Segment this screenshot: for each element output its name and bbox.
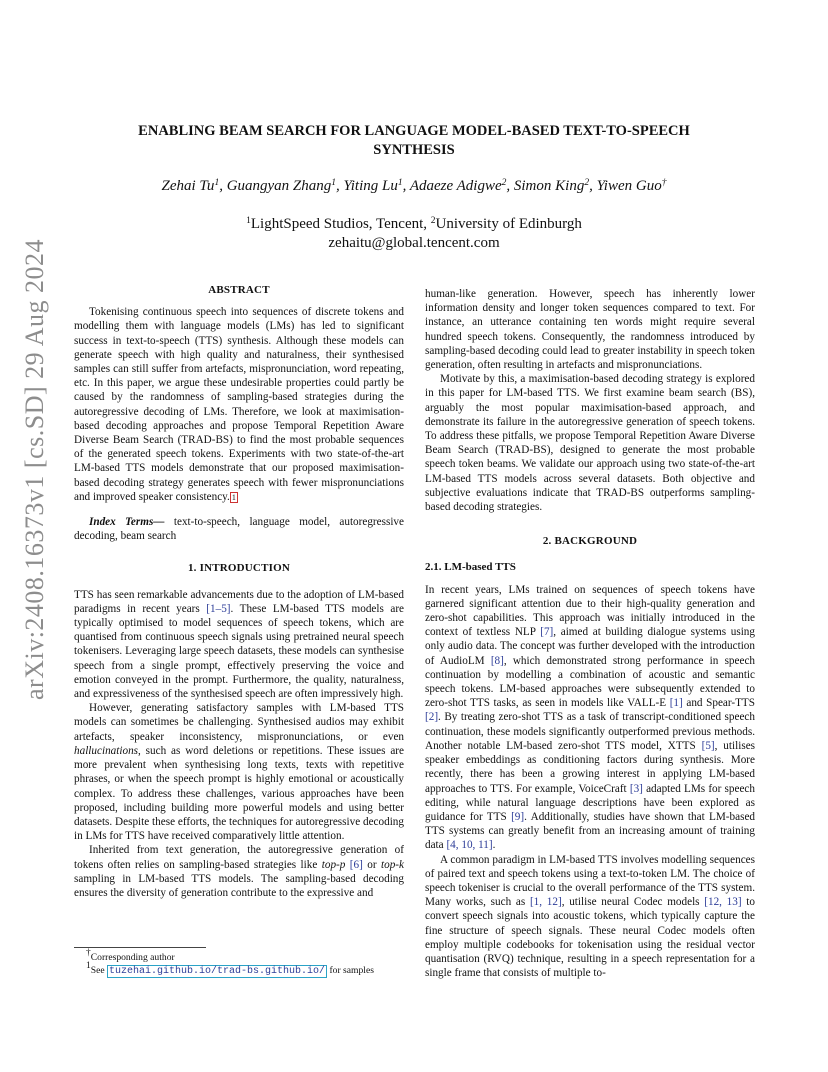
- footnote-mark: †: [86, 948, 91, 958]
- author-name: Simon King: [513, 178, 585, 194]
- affiliation-mark: 1: [397, 178, 403, 188]
- text-run: Inherited from text generation, the autoregressive generation of tokens often relies on sampling-based strategies like: [74, 844, 404, 871]
- affiliation-mark: †: [661, 178, 667, 188]
- footnote-divider: [74, 947, 206, 948]
- affiliation-org: University of Edinburgh: [435, 216, 582, 232]
- samples-link[interactable]: tuzehai.github.io/trad-bs.github.io/: [109, 965, 326, 977]
- right-paragraph-1: human-like generation. However, speech has inherently lower information density and longer token sequences compared to text. For instance, an utterance containing ten words might require several hundred speech tokens. Consequently, the randomness introduced by sampling-based decoding could lead to greater instability in speech token generation, often resulting in artefacts and mispronunciations.: [425, 288, 755, 372]
- background-heading: 2. BACKGROUND: [542, 535, 638, 548]
- affiliation-org: LightSpeed Studios, Tencent,: [250, 216, 431, 232]
- abstract-text: [74, 305, 404, 505]
- text-run: , such as word deletions or repetitions. These issues are more prevalent when synthesising long texts, texts with repetitive phrases, or when the speech prompt is highly emotional or acoustically complex. To address these challenges, various approaches have been proposed, including building more powerful models and using better datasets. Despite these efforts, the techniques for autoregressive decoding in LMs for TTS have received comparatively little attention.: [74, 744, 404, 843]
- text-run: In recent years, LMs trained on sequences of speech tokens have garnered significant attention due to their high-quality generation and zero-shot capabilities. This approach was initially introduced in the context of textless NLP: [425, 583, 755, 639]
- text-run: or: [362, 858, 381, 871]
- affiliation-mark: 1: [331, 178, 337, 188]
- left-column: [74, 283, 404, 900]
- text-run: . Additionally, studies have shown that LM-based TTS systems can greatly benefit from an increasing amount of training data: [425, 810, 755, 852]
- text-run: A common paradigm in LM-based TTS involves modelling sequences of paired text and speech tokens using a text-to-token LM. The choice of speech tokeniser is crucial to the overall performance of the TTS system. Many works, such as: [425, 853, 755, 909]
- text-run: sampling in LM-based TTS models. The sampling-based decoding ensures the diversity of generation contribute to the expressive and: [74, 872, 404, 899]
- contact-email: zehaitu@global.tencent.com: [328, 235, 500, 251]
- text-run: . By treating zero-shot TTS as a task of transcript-conditioned speech continuation, these models significantly outperformed previous methods. Another notable LM-based zero-shot TTS model, XTTS: [425, 711, 755, 752]
- right-paragraph-2: Motivate by this, a maximisation-based decoding strategy is explored in this paper for LM-based TTS. We first examine beam search (BS), arguably the most popular maximisation-based approach, and demonstrate its failure in the autoregressive generation of speech tokens. To address these pitfalls, we propose Temporal Repetition Aware Diverse Beam Search (TRAD-BS), designed to generate the most probable speech token beams. We validate our approach using two state-of-the-art LM-based TTS models across several datasets. Both objective and subjective evaluations indicate that TRAD-BS outperforms sampling-based decoding strategies.: [425, 373, 755, 514]
- abstract-heading: ABSTRACT: [208, 284, 270, 296]
- text-run: adapted LMs for speech editing, while natural language descriptions have been explored as guidance for TTS: [425, 782, 755, 823]
- affiliation-mark: 1: [214, 178, 220, 188]
- text-run: , which demonstrated strong performance in speech continuation by modelling a combination of acoustic and semantic speech tokens. LM-based approaches were subsequently extended to zero-shot TTS tasks, as seen in models like VALL-E: [425, 654, 756, 710]
- citation-link[interactable]: [3]: [629, 782, 643, 795]
- citation-link[interactable]: [5]: [701, 739, 715, 752]
- index-terms: [74, 515, 404, 543]
- footnote-text: See: [90, 964, 108, 976]
- author-list: Zehai Tu$^1$, Guangyan Zhang$^1$, Yiting Lu$^1$, Adaeze Adigwe$^2$, Simon King$^2$, Yiwen Guo†: [161, 178, 667, 194]
- affiliation-mark: 2: [501, 178, 507, 188]
- text-run: , utilises speaker embeddings as conditioning factors during synthesis. More recently, there has been a growing interest in applying LM-based approaches to TTS. For example, VoiceCraft: [425, 739, 756, 795]
- citation-link[interactable]: [1–5]: [206, 602, 231, 615]
- footnote-text: for samples: [327, 964, 374, 976]
- footnote-mark: 1: [86, 960, 91, 971]
- citation-link[interactable]: [7]: [540, 626, 554, 639]
- text-run: , utilise neural Codec models: [561, 896, 705, 909]
- author-name: Zehai Tu: [161, 178, 215, 194]
- text-run: and Spear-TTS: [682, 697, 755, 710]
- footnote-text: Corresponding author: [90, 952, 175, 963]
- subsection-heading: 2.1. LM-based TTS: [425, 561, 516, 574]
- background-paragraph-1: [425, 583, 755, 853]
- text-run: to convert speech signals into acoustic tokens, which typically capture the fine structure of speech signals. These neural Codec models often employ multiple codebooks for tokenisation using the residual vector quantisation (RVQ) technique, resulting in a speech representation for a single frame that consists of multiple to-: [425, 896, 756, 980]
- text-run: .: [492, 839, 496, 852]
- arxiv-identifier: arXiv:2408.16373v1 [cs.SD] 29 Aug 2024: [20, 239, 49, 700]
- citation-link[interactable]: [2]: [425, 711, 439, 724]
- author-name: Yiting Lu: [343, 178, 398, 194]
- affiliation-mark: 1: [246, 216, 251, 226]
- text-run: TTS has seen remarkable advancements due to the adoption of LM-based paradigms in recent years: [74, 588, 404, 615]
- author-name: Yiwen Guo: [596, 178, 662, 194]
- intro-paragraph-1: [74, 588, 404, 702]
- citation-link[interactable]: [4, 10, 11]: [446, 839, 493, 852]
- index-terms-text: text-to-speech, language model, autoregressive decoding, beam search: [74, 516, 404, 543]
- introduction-heading: 1. INTRODUCTION: [187, 562, 290, 575]
- citation-link[interactable]: [8]: [490, 654, 504, 667]
- title-line-1: ENABLING BEAM SEARCH FOR LANGUAGE MODEL-BASED TEXT-TO-SPEECH: [138, 123, 690, 139]
- footnote-corresponding: [86, 948, 416, 965]
- author-name: Adaeze Adigwe: [409, 178, 502, 194]
- title-line-2: SYNTHESIS: [373, 142, 455, 158]
- affiliation-mark: 2: [584, 178, 590, 188]
- footnote-link[interactable]: 1: [231, 492, 236, 502]
- citation-link[interactable]: [9]: [511, 810, 525, 823]
- affiliation-line: [0, 215, 828, 234]
- emphasis: top-p: [321, 858, 346, 871]
- emphasis: top-k: [381, 858, 404, 871]
- citation-link[interactable]: [1, 12]: [529, 896, 562, 909]
- citation-link[interactable]: [6]: [349, 858, 363, 871]
- footnotes: [86, 948, 416, 978]
- intro-paragraph-3: [74, 843, 404, 900]
- emphasis: hallucinations: [74, 744, 139, 757]
- affiliation-mark: 2: [430, 216, 436, 226]
- intro-paragraph-2: [74, 701, 404, 843]
- text-run: . These LM-based TTS models are typically optimised to model sequences of speech tokens, which are quantised from continuous speech signals using pretrained neural speech tokenisers. Leveraging large speech datasets, these models can synthesise speech from a single prompt, effectively preserving the voice and emotion conveyed in the prompt. Furthermore, the quality, naturalness, and expressiveness of the synthesised speech are often impressively high.: [74, 602, 405, 701]
- paper-title: [0, 122, 828, 160]
- citation-link[interactable]: [12, 13]: [704, 896, 742, 909]
- background-paragraph-2: [425, 853, 755, 981]
- footnote-samples: [86, 960, 416, 979]
- text-run: However, generating satisfactory samples with LM-based TTS models can sometimes be challenging. Synthesised audios may exhibit artefacts, speaker inconsistency, mispronunciations, or even: [74, 702, 404, 743]
- abstract-body-text: Tokenising continuous speech into sequences of discrete tokens and modelling them with language models (LMs) has led to significant success in text-to-speech (TTS) synthesis. Although these models can generate speech with high quality and naturalness, their synthesised samples can still suffer from artefacts, mispronunciation, word repeating, etc. In this paper, we argue these undesirable properties could partly be caused by the randomness of sampling-based strategies during the autoregressive decoding of LMs. Therefore, we look at maximisation-based decoding approaches and propose Temporal Repetition Aware Diverse Beam Search (TRAD-BS) to find the most probable sequences of the generated speech tokens. Experiments with two state-of-the-art LM-based TTS models demonstrate that our proposed maximisation-based decoding strategy generates speech with fewer mispronunciations and improved speaker consistency.: [74, 306, 404, 503]
- citation-link[interactable]: [1]: [669, 697, 683, 710]
- index-terms-label: Index Terms—: [89, 516, 165, 529]
- right-column: [425, 287, 755, 980]
- affiliations: [0, 215, 828, 253]
- author-name: Guangyan Zhang: [226, 178, 332, 194]
- text-run: , aimed at building dialogue systems using only audio data. The concept was further developed with the introduction of AudioLM: [425, 626, 755, 667]
